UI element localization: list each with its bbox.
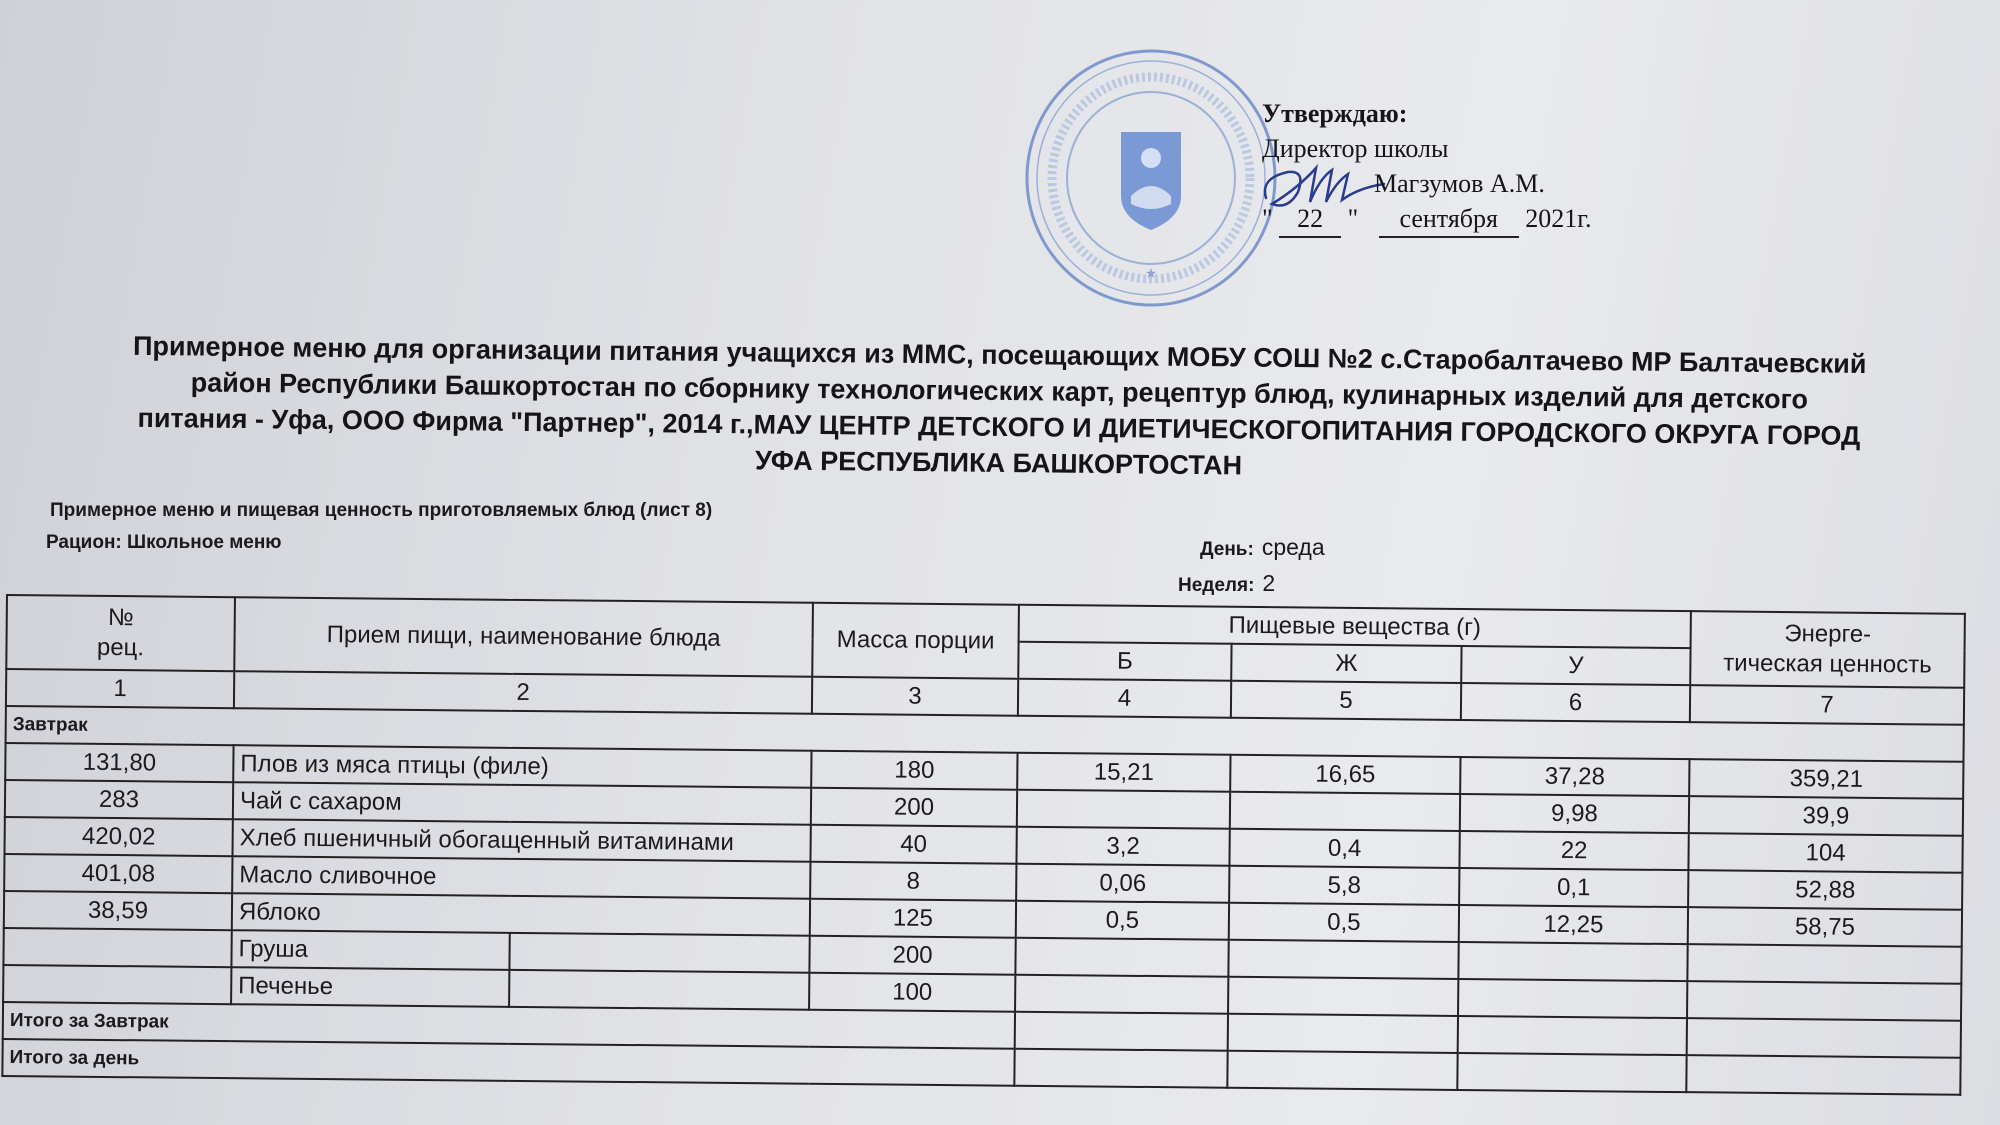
header-row	[7, 595, 1965, 651]
col-number: 4	[1018, 679, 1231, 718]
approval-title: Утверждаю:	[1262, 99, 1408, 128]
cell-rec: 131,80	[5, 743, 233, 782]
cell-energy	[1686, 1055, 1960, 1095]
cell-energy: 359,21	[1689, 759, 1963, 799]
cell-b: 15,21	[1017, 753, 1230, 792]
title-line: Примерное меню для организации питания учащихся из ММС, посещающих МОБУ СОШ №2 с.Старобалтачево МР Балтачевский	[132, 330, 1867, 380]
day-field	[1200, 534, 1325, 561]
title-line: район Республики Башкортостан по сборнику технологических карт, рецептур блюд, кулинарных изделий для детского	[190, 367, 1809, 415]
cell-dish: Печенье	[231, 967, 509, 1007]
week-label: Неделя:	[1178, 575, 1255, 596]
cell-b	[1015, 975, 1228, 1014]
cell-dish: Хлеб пшеничный обогащенный витаминами	[232, 819, 810, 862]
cell-mass: 200	[811, 788, 1017, 827]
date-quote-open: "	[1262, 204, 1273, 233]
col-number: 2	[234, 671, 812, 714]
header-energy: Энерге- тическая ценность	[1690, 611, 1965, 688]
week-value: 2	[1262, 570, 1276, 596]
date-day: 22	[1279, 201, 1341, 238]
cell-zh: 16,65	[1230, 755, 1460, 794]
cell-mass: 125	[810, 899, 1016, 938]
approval-date	[1262, 201, 1591, 238]
week-field	[1178, 570, 1275, 597]
cell-mass: 180	[811, 751, 1017, 790]
section-breakfast: Завтрак	[6, 706, 1964, 762]
cell-energy: 39,9	[1689, 796, 1963, 836]
cell-u	[1458, 942, 1687, 981]
menu-table	[1, 594, 1966, 1096]
cell-u	[1458, 1016, 1687, 1055]
cell-energy	[1687, 1018, 1961, 1058]
cell-empty	[509, 970, 809, 1010]
cell-mass: 40	[810, 825, 1016, 864]
cell-empty	[509, 933, 809, 973]
cell-b: 0,5	[1016, 901, 1229, 940]
cell-b	[1015, 938, 1228, 977]
cell-b	[1014, 1049, 1227, 1088]
title-line: питания - Уфа, ООО Фирма "Партнер", 2014 г.,МАУ ЦЕНТР ДЕТСКОГО И ДИЕТИЧЕСКОГОПИТАНИЯ ГОРОДСКОГО ОКРУГА ГОРОД	[137, 402, 1861, 451]
cell-rec	[3, 965, 231, 1004]
col-number: 3	[812, 677, 1018, 716]
cell-mass: 200	[809, 936, 1015, 975]
ration-label: Рацион: Школьное меню	[46, 532, 282, 553]
cell-dish: Яблоко	[232, 893, 810, 936]
cell-b	[1017, 790, 1230, 829]
cell-rec: 283	[5, 780, 233, 819]
cell-u: 9,98	[1460, 794, 1689, 833]
cell-zh	[1228, 977, 1458, 1016]
cell-energy	[1687, 944, 1961, 984]
document-title	[48, 327, 1949, 491]
cell-u: 37,28	[1460, 757, 1689, 796]
date-quote-close: "	[1347, 204, 1359, 233]
col-number: 1	[6, 669, 234, 708]
header-b: Б	[1018, 642, 1231, 681]
cell-energy: 52,88	[1688, 870, 1962, 910]
cell-rec: 401,08	[4, 854, 232, 893]
cell-energy: 58,75	[1688, 907, 1962, 947]
header-u: У	[1461, 646, 1690, 685]
cell-zh: 0,5	[1229, 903, 1459, 942]
cell-b: 3,2	[1016, 827, 1229, 866]
approval-position: Директор школы	[1262, 134, 1449, 163]
cell-zh	[1227, 1051, 1457, 1090]
header-dish: Прием пищи, наименование блюда	[234, 597, 813, 677]
cell-u	[1458, 979, 1687, 1018]
cell-rec: 420,02	[5, 817, 233, 856]
total-day-label: Итого за день	[2, 1039, 1014, 1086]
title-line: УФА РЕСПУБЛИКА БАШКОРТОСТАН	[754, 445, 1243, 481]
cell-rec	[3, 928, 231, 967]
cell-zh	[1228, 940, 1458, 979]
cell-u: 22	[1459, 831, 1688, 870]
total-breakfast-label: Итого за Завтрак	[3, 1002, 1015, 1049]
cell-b	[1015, 1012, 1228, 1051]
col-number: 5	[1231, 681, 1461, 720]
date-year: 2021г.	[1525, 204, 1592, 233]
header-mass: Масса порции	[812, 603, 1019, 679]
cell-rec: 38,59	[4, 891, 232, 930]
header-zh: Ж	[1231, 644, 1461, 683]
approval-block	[1262, 96, 1591, 238]
official-seal	[1022, 46, 1280, 310]
cell-zh: 0,4	[1229, 829, 1459, 868]
cell-dish: Груша	[231, 930, 509, 970]
cell-dish: Масло сливочное	[232, 856, 810, 899]
day-label: День:	[1200, 539, 1254, 560]
cell-mass: 8	[810, 862, 1016, 901]
svg-text:★: ★	[1144, 266, 1158, 282]
cell-energy	[1687, 981, 1961, 1021]
cell-u: 12,25	[1459, 905, 1688, 944]
cell-dish: Плов из мяса птицы (филе)	[233, 745, 811, 788]
col-number: 6	[1461, 683, 1690, 722]
cell-dish: Чай с сахаром	[233, 782, 811, 825]
approval-name: Магзумов А.М.	[1374, 169, 1545, 198]
header-rec-no: № рец.	[6, 595, 235, 671]
cell-zh: 5,8	[1229, 866, 1459, 905]
cell-mass: 100	[809, 973, 1015, 1012]
day-value: среда	[1261, 534, 1325, 560]
col-number: 7	[1690, 685, 1964, 725]
cell-u: 0,1	[1459, 868, 1688, 907]
cell-u	[1457, 1053, 1686, 1092]
cell-energy: 104	[1688, 833, 1962, 873]
date-month: сентября	[1379, 201, 1519, 238]
header-nutrients: Пищевые вещества (г)	[1019, 605, 1691, 648]
cell-zh	[1228, 1014, 1458, 1053]
cell-b: 0,06	[1016, 864, 1229, 903]
sheet-caption: Примерное меню и пищевая ценность приготовляемых блюд (лист 8)	[50, 500, 713, 521]
cell-zh	[1230, 792, 1460, 831]
